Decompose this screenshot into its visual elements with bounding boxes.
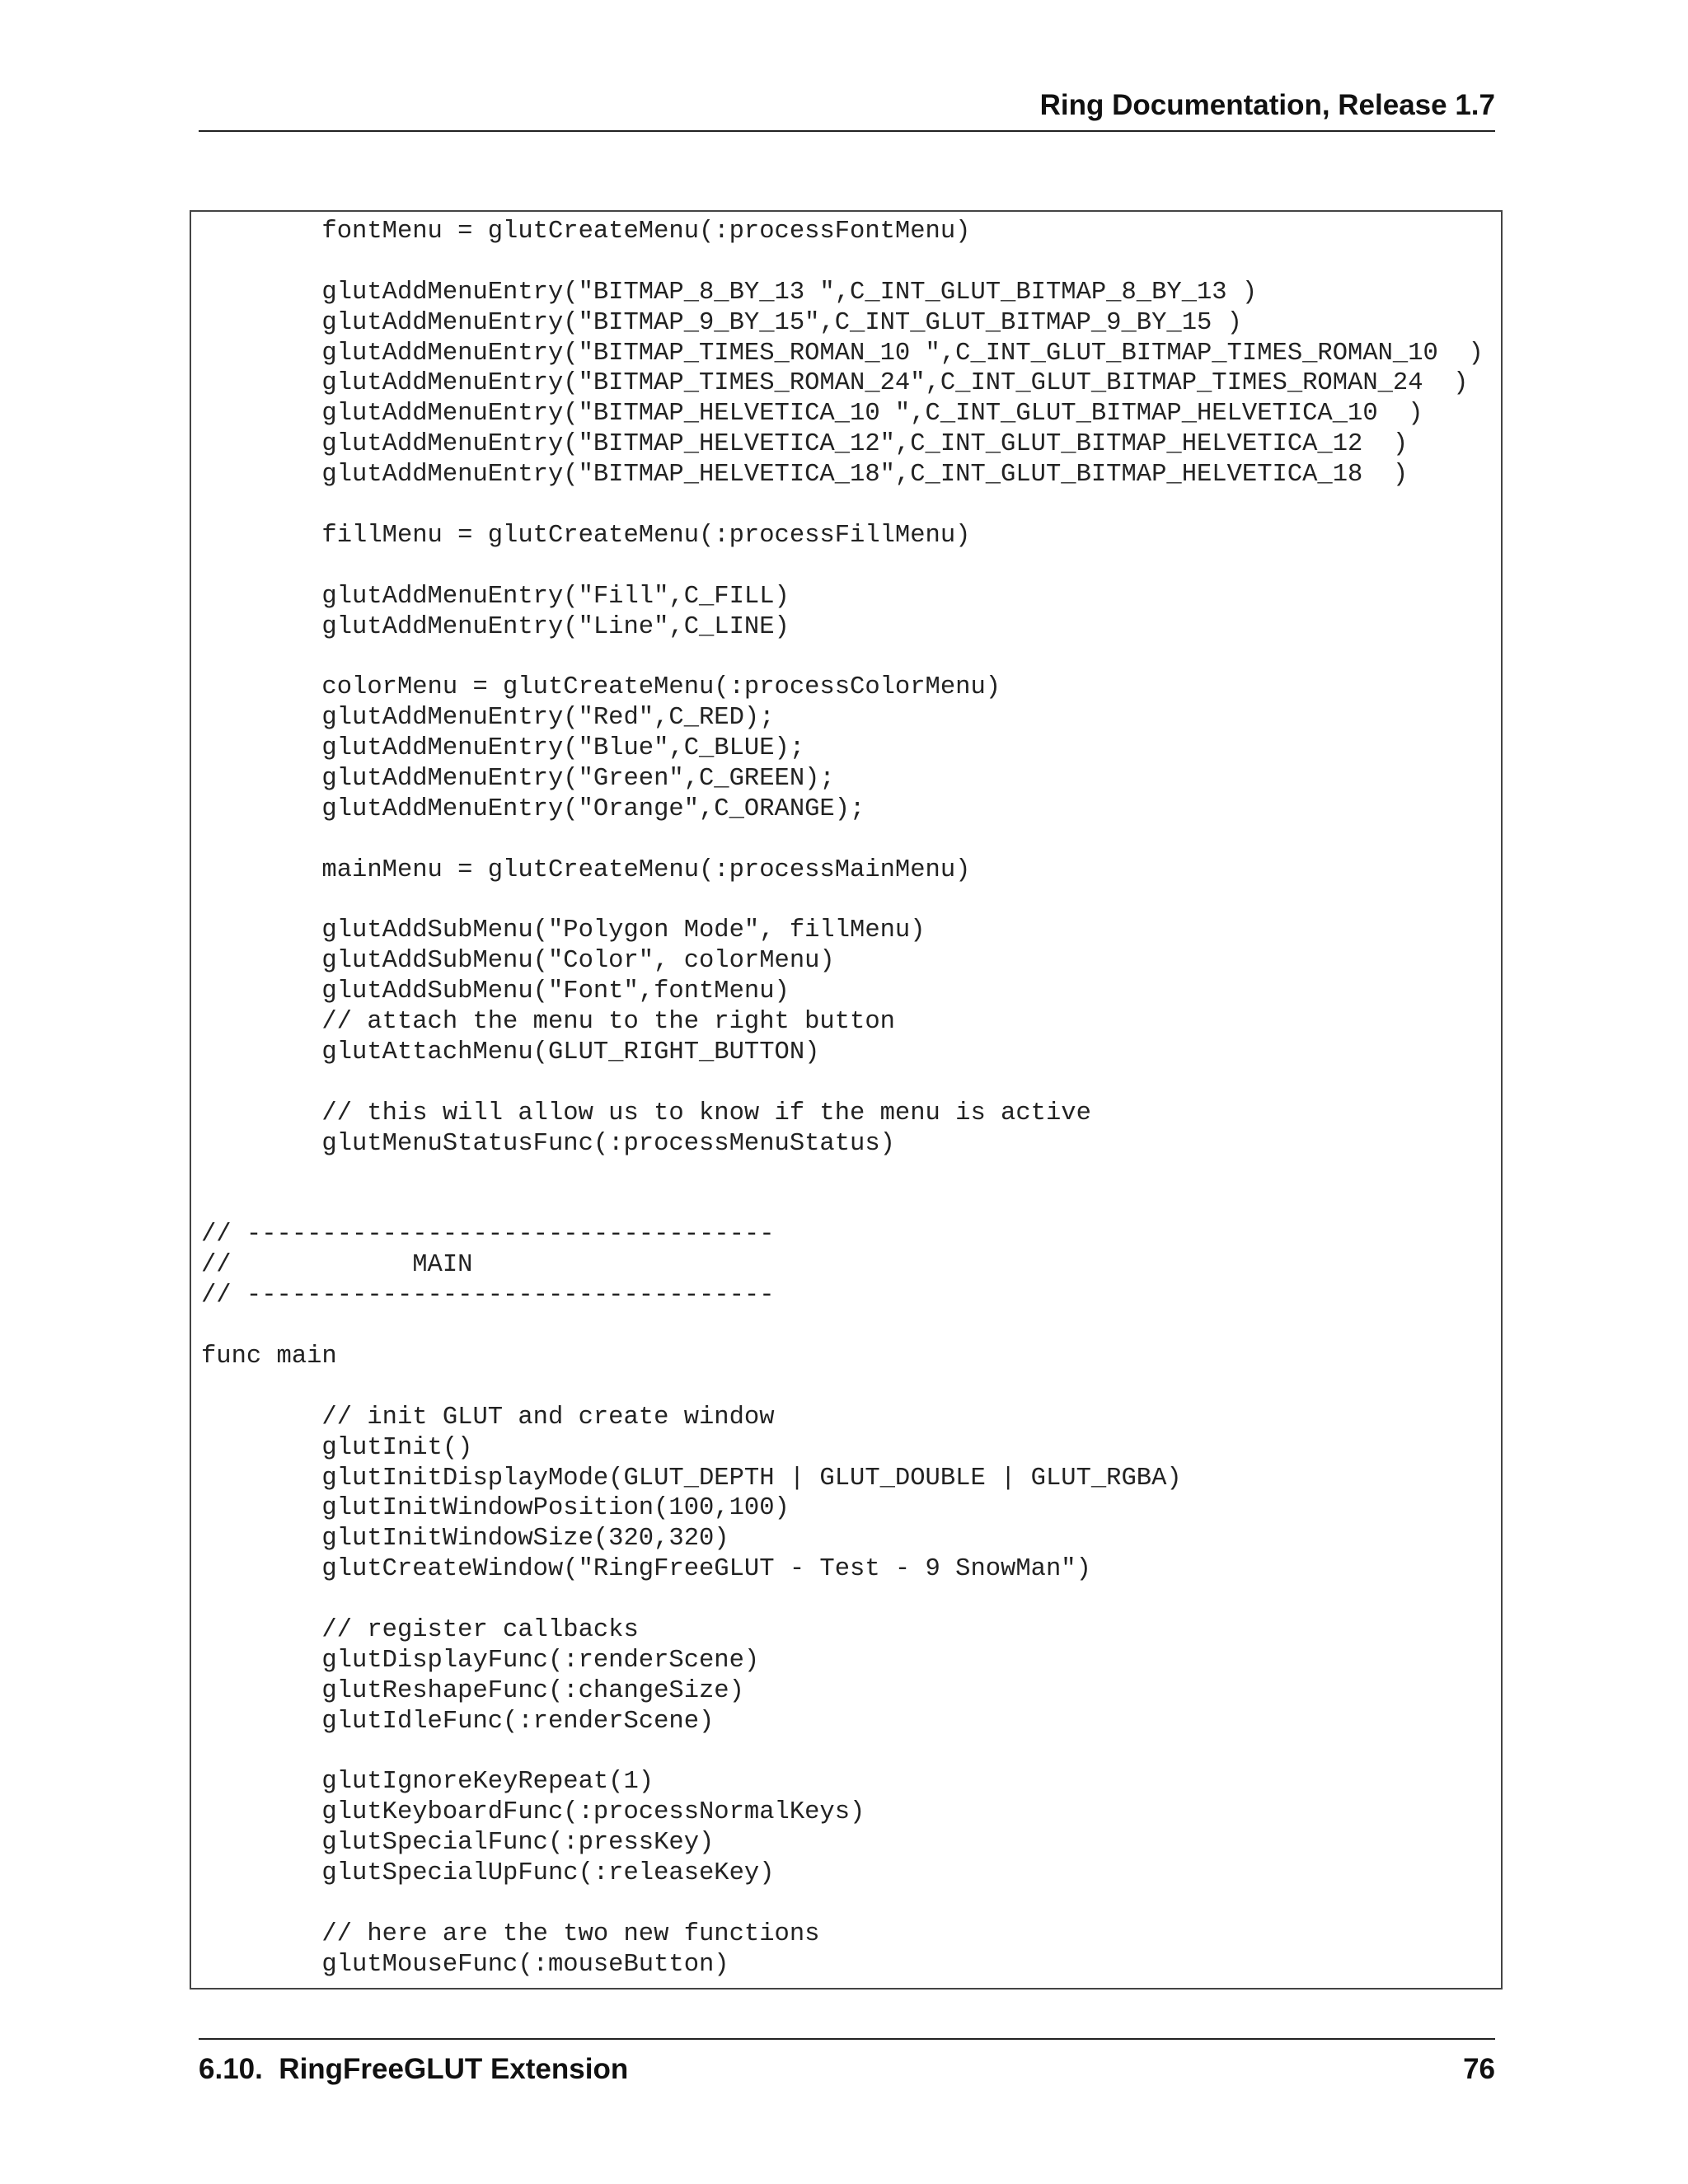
code-line: glutCreateWindow("RingFreeGLUT - Test - 9 SnowMan") (201, 1555, 1091, 1584)
code-line: // here are the two new functions (201, 1919, 820, 1948)
code-line: glutAddMenuEntry("BITMAP_TIMES_ROMAN_10 ",C_INT_GLUT_BITMAP_TIMES_ROMAN_10 ) (201, 339, 1484, 368)
code-line (201, 825, 1484, 855)
code-line: glutAddMenuEntry("Red",C_RED); (201, 704, 775, 733)
code-line (201, 1160, 1484, 1190)
code-line: // ----------------------------------- (201, 1282, 775, 1310)
code-line: glutInitWindowSize(320,320) (201, 1525, 729, 1554)
code-line: glutMouseFunc(:mouseButton) (201, 1950, 729, 1979)
code-line: // init GLUT and create window (201, 1403, 775, 1432)
code-line (201, 1190, 1484, 1221)
code-line: // MAIN (201, 1251, 473, 1280)
code-line: glutSpecialUpFunc(:releaseKey) (201, 1859, 775, 1888)
code-block (190, 210, 1503, 1990)
code-line: mainMenu = glutCreateMenu(:processMainMenu) (201, 855, 971, 884)
code-line: colorMenu = glutCreateMenu(:processColorMenu) (201, 673, 1001, 702)
code-line: glutAddSubMenu("Polygon Mode", fillMenu) (201, 916, 926, 945)
code-listing (201, 217, 1484, 1980)
code-line: glutDisplayFunc(:renderScene) (201, 1646, 760, 1675)
code-line (201, 551, 1484, 582)
code-line: glutAddMenuEntry("BITMAP_TIMES_ROMAN_24",C_INT_GLUT_BITMAP_TIMES_ROMAN_24 ) (201, 369, 1469, 398)
code-line: glutInitWindowPosition(100,100) (201, 1494, 790, 1523)
code-line: // register callbacks (201, 1615, 639, 1644)
code-line (201, 886, 1484, 916)
code-line: fontMenu = glutCreateMenu(:processFontMenu) (201, 218, 971, 246)
code-line (201, 1311, 1484, 1342)
code-line: // attach the menu to the right button (201, 1008, 895, 1037)
page-number: 76 (1463, 2053, 1495, 2085)
code-line (201, 1889, 1484, 1919)
code-line: // this will allow us to know if the menu is active (201, 1099, 1091, 1127)
page-footer (199, 2038, 1495, 2089)
code-line: glutAddMenuEntry("BITMAP_HELVETICA_12",C_INT_GLUT_BITMAP_HELVETICA_12 ) (201, 430, 1409, 459)
code-line: glutIgnoreKeyRepeat(1) (201, 1768, 654, 1797)
code-line: glutAddMenuEntry("Blue",C_BLUE); (201, 734, 805, 763)
section-title: 6.10. RingFreeGLUT Extension (199, 2053, 629, 2085)
code-line (201, 1585, 1484, 1615)
code-line: glutInitDisplayMode(GLUT_DEPTH | GLUT_DOUBLE | GLUT_RGBA) (201, 1464, 1182, 1493)
code-line: func main (201, 1342, 337, 1371)
code-line: glutReshapeFunc(:changeSize) (201, 1676, 744, 1705)
code-line: glutAddMenuEntry("Fill",C_FILL) (201, 582, 790, 611)
code-line (201, 642, 1484, 673)
code-line: glutInit() (201, 1433, 473, 1462)
code-line: glutKeyboardFunc(:processNormalKeys) (201, 1798, 865, 1827)
code-line (201, 247, 1484, 278)
code-line: glutAddMenuEntry("Green",C_GREEN); (201, 765, 835, 794)
document-title: Ring Documentation, Release 1.7 (1039, 89, 1495, 121)
code-line: fillMenu = glutCreateMenu(:processFillMenu) (201, 521, 971, 550)
code-line: glutSpecialFunc(:pressKey) (201, 1829, 715, 1858)
code-line (201, 490, 1484, 521)
code-line: glutMenuStatusFunc(:processMenuStatus) (201, 1129, 895, 1158)
code-line: glutAddSubMenu("Color", colorMenu) (201, 947, 835, 976)
code-line (201, 1372, 1484, 1403)
code-line: glutAddSubMenu("Font",fontMenu) (201, 977, 790, 1006)
code-line: glutAddMenuEntry("BITMAP_HELVETICA_10 ",C_INT_GLUT_BITMAP_HELVETICA_10 ) (201, 400, 1423, 429)
page-header (199, 89, 1495, 132)
code-line (201, 1068, 1484, 1099)
code-line: glutAddMenuEntry("BITMAP_9_BY_15",C_INT_GLUT_BITMAP_9_BY_15 ) (201, 308, 1242, 337)
code-line: glutAddMenuEntry("Line",C_LINE) (201, 612, 790, 641)
code-line (201, 1737, 1484, 1768)
code-line: // ----------------------------------- (201, 1221, 775, 1249)
code-line: glutAddMenuEntry("BITMAP_8_BY_13 ",C_INT_GLUT_BITMAP_8_BY_13 ) (201, 278, 1258, 307)
code-line: glutAddMenuEntry("Orange",C_ORANGE); (201, 794, 865, 823)
code-line: glutIdleFunc(:renderScene) (201, 1707, 715, 1736)
code-line: glutAttachMenu(GLUT_RIGHT_BUTTON) (201, 1038, 820, 1067)
code-line: glutAddMenuEntry("BITMAP_HELVETICA_18",C_INT_GLUT_BITMAP_HELVETICA_18 ) (201, 461, 1409, 490)
